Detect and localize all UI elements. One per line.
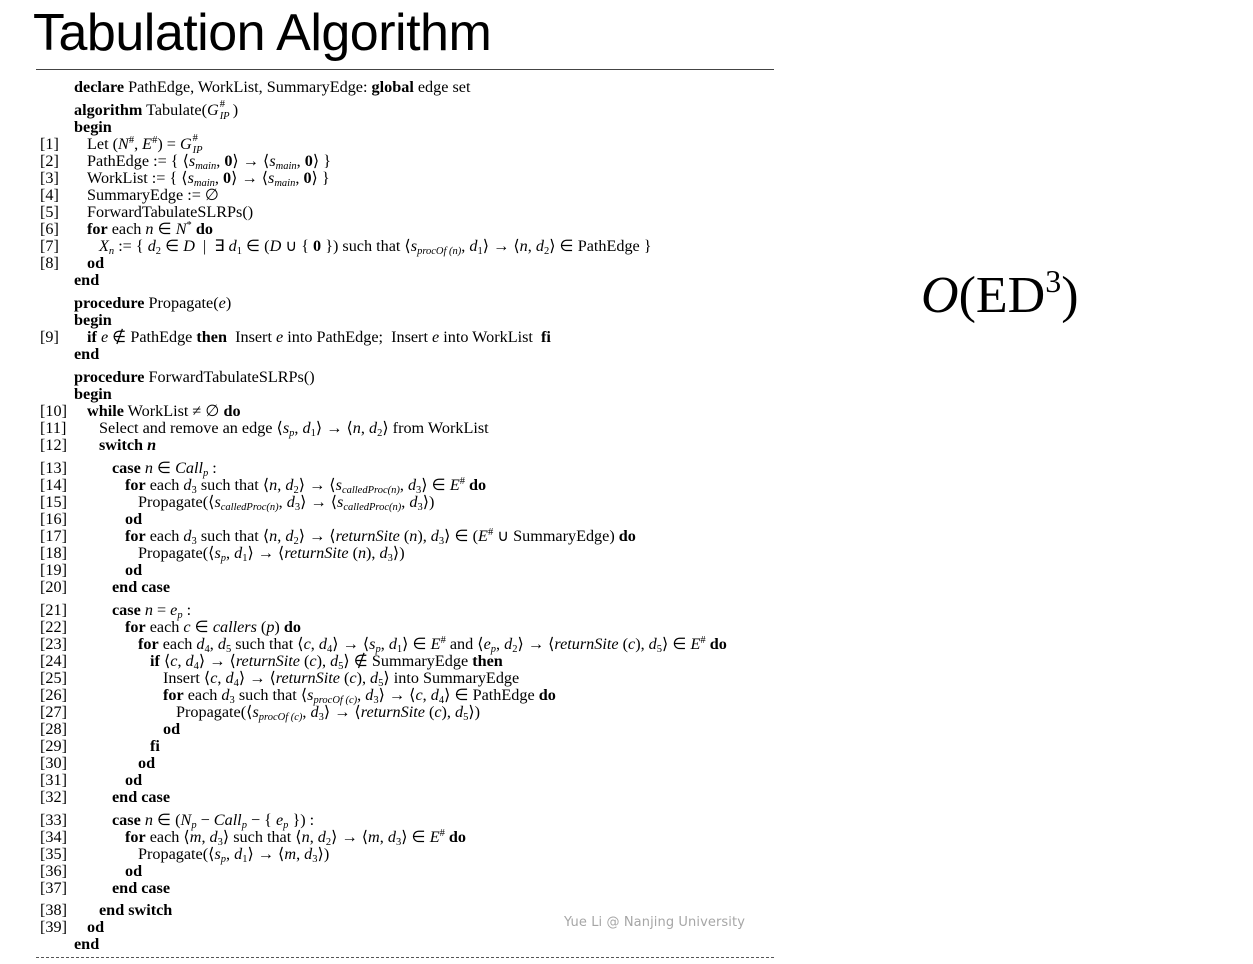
complexity-annotation [921, 263, 1079, 326]
line-number: [5] [40, 203, 59, 221]
line-number: [7] [40, 237, 59, 255]
line-code: begin [74, 311, 112, 329]
line-code: fi [150, 737, 160, 755]
line-code: if e ∉ PathEdge then Insert e into PathEdge; Insert e into WorkList fi [87, 328, 551, 346]
line-code: end switch [99, 901, 173, 919]
line-code: end [74, 935, 100, 953]
line-number: [19] [40, 561, 67, 579]
line-number: [25] [40, 669, 67, 687]
line-number: [1] [40, 135, 59, 153]
line-number: [35] [40, 845, 67, 863]
line-number: [10] [40, 402, 67, 420]
line-code: for each $d_3$ such that $⟨s_{procOf (c)}$, $d_3⟩$ → ⟨c, $d_4⟩$ ∈ PathEdge do [163, 686, 556, 706]
line-code: end case [112, 578, 170, 596]
line-number: [11] [40, 419, 67, 437]
line-code: for each n ∈ N* do [87, 220, 213, 238]
line-number: [18] [40, 544, 67, 562]
line-number: [8] [40, 254, 59, 272]
line-number: [9] [40, 328, 59, 346]
line-code: switch n [99, 436, 157, 454]
line-code: algorithm Tabulate(G # IP ) [74, 99, 239, 122]
line-number: [20] [40, 578, 67, 596]
line-code: Select and remove an edge $⟨s_p$, $d_1⟩$ → ⟨n, $d_2⟩$ from WorkList [99, 419, 489, 439]
line-code: while WorkList ≠ ∅ do [87, 402, 241, 420]
complexity-close-paren: ) [1061, 267, 1079, 324]
line-code: for each $d_3$ such that ⟨n, $d_2⟩$ → $⟨s_{calledProc(n)}$, $d_3⟩$ ∈ E# do [125, 476, 487, 496]
line-number: [38] [40, 901, 67, 919]
line-code: case n ∈ ($N_p$ − Call$_p$ − { $e_p$ }) : [112, 811, 315, 831]
author-watermark: Yue Li @ Nanjing University [564, 915, 745, 930]
line-code: for each c ∈ callers (p) do [125, 618, 301, 636]
line-code: Insert ⟨c, $d_4⟩$ → ⟨returnSite (c), $d_5⟩$ into SummaryEdge [163, 669, 520, 689]
line-code: begin [74, 118, 112, 136]
line-code: case $n = e_p$ : [112, 601, 192, 621]
line-code: od [87, 918, 105, 936]
line-code: SummaryEdge := ∅ [87, 186, 220, 204]
line-number: [13] [40, 459, 67, 477]
line-number: [29] [40, 737, 67, 755]
slide-title: Tabulation Algorithm [33, 4, 492, 62]
line-number: [31] [40, 771, 67, 789]
line-code: od [138, 754, 156, 772]
line-number: [26] [40, 686, 67, 704]
line-code: $Propagate(⟨s_{procOf (c)}$, $d_3⟩$ → ⟨returnSite (c), $d_5⟩$) [176, 703, 481, 723]
complexity-base: ED [975, 267, 1046, 324]
line-number: [23] [40, 635, 67, 653]
line-code: $Propagate(⟨s_p$, $d_1⟩$ → ⟨m, $d_3⟩$) [138, 845, 330, 865]
line-number: [36] [40, 862, 67, 880]
line-number: [39] [40, 918, 67, 936]
bottom-divider [36, 957, 774, 958]
line-number: [33] [40, 811, 67, 829]
line-number: [6] [40, 220, 59, 238]
line-code: for each $d_4$, $d_5$ such that ⟨c, $d_4⟩$ → $⟨s_p$, $d_1⟩$ ∈ E# and $⟨e_p$, $d_2⟩$ → ⟨returnSite (c), $d_5⟩$ ∈ E# do [138, 635, 727, 655]
line-code: od [163, 720, 181, 738]
line-number: [17] [40, 527, 67, 545]
line-number: [15] [40, 493, 67, 511]
line-code: od [125, 561, 143, 579]
line-code: declare PathEdge, WorkList, SummaryEdge: global edge set [74, 78, 471, 96]
line-code: end case [112, 879, 170, 897]
line-code: case n ∈ Call$_p$ : [112, 459, 217, 479]
complexity-exponent: 3 [1045, 263, 1062, 299]
line-code: procedure ForwardTabulateSLRPs() [74, 368, 315, 386]
line-code: od [125, 510, 143, 528]
line-number: [27] [40, 703, 67, 721]
line-code: procedure Propagate(e) [74, 294, 232, 312]
line-code: $X_n$ := { $d_2$ ∈ D | ∃ $d_1$ ∈ (D ∪ { 0 }) such that $⟨s_{procOf (n)}$, $d_1⟩$ → ⟨n, $d_2⟩$ ∈ PathEdge } [99, 237, 652, 257]
line-code: $Propagate(⟨s_p$, $d_1⟩$ → ⟨returnSite (n), $d_3⟩$) [138, 544, 405, 564]
line-number: [21] [40, 601, 67, 619]
line-code: ForwardTabulateSLRPs() [87, 203, 254, 221]
line-number: [30] [40, 754, 67, 772]
complexity-open-paren: ( [958, 267, 976, 324]
line-code: end case [112, 788, 170, 806]
line-number: [14] [40, 476, 67, 494]
line-code: WorkList := { $⟨s_{main}$, 0⟩ → $⟨s_{main}$, 0⟩ } [87, 169, 330, 189]
line-number: [2] [40, 152, 59, 170]
line-code: for each $d_3$ such that ⟨n, $d_2⟩$ → ⟨returnSite (n), $d_3⟩$ ∈ (E# ∪ SummaryEdge) do [125, 527, 636, 547]
line-number: [4] [40, 186, 59, 204]
line-code: $Propagate(⟨s_{calledProc(n)}$, $d_3⟩$ → $⟨s_{calledProc(n)}$, $d_3⟩$) [138, 493, 435, 513]
line-number: [37] [40, 879, 67, 897]
line-number: [32] [40, 788, 67, 806]
line-code: od [125, 862, 143, 880]
line-code: end [74, 345, 100, 363]
line-code: if ⟨c, $d_4⟩$ → ⟨returnSite (c), $d_5⟩$ ∉ SummaryEdge then [150, 652, 503, 672]
line-code: Let (N#, E#) = G # IP [87, 133, 203, 156]
complexity-func: O [921, 267, 959, 324]
line-number: [24] [40, 652, 67, 670]
line-code: for each ⟨m, $d_3⟩$ such that ⟨n, $d_2⟩$ → ⟨m, $d_3⟩$ ∈ E# do [125, 828, 466, 848]
line-number: [34] [40, 828, 67, 846]
line-number: [28] [40, 720, 67, 738]
line-code: end [74, 271, 100, 289]
line-code: PathEdge := { $⟨s_{main}$, 0⟩ → $⟨s_{main}$, 0⟩ } [87, 152, 331, 172]
line-number: [3] [40, 169, 59, 187]
line-number: [16] [40, 510, 67, 528]
line-code: begin [74, 385, 112, 403]
line-number: [12] [40, 436, 67, 454]
line-code: od [125, 771, 143, 789]
line-number: [22] [40, 618, 67, 636]
line-code: od [87, 254, 105, 272]
